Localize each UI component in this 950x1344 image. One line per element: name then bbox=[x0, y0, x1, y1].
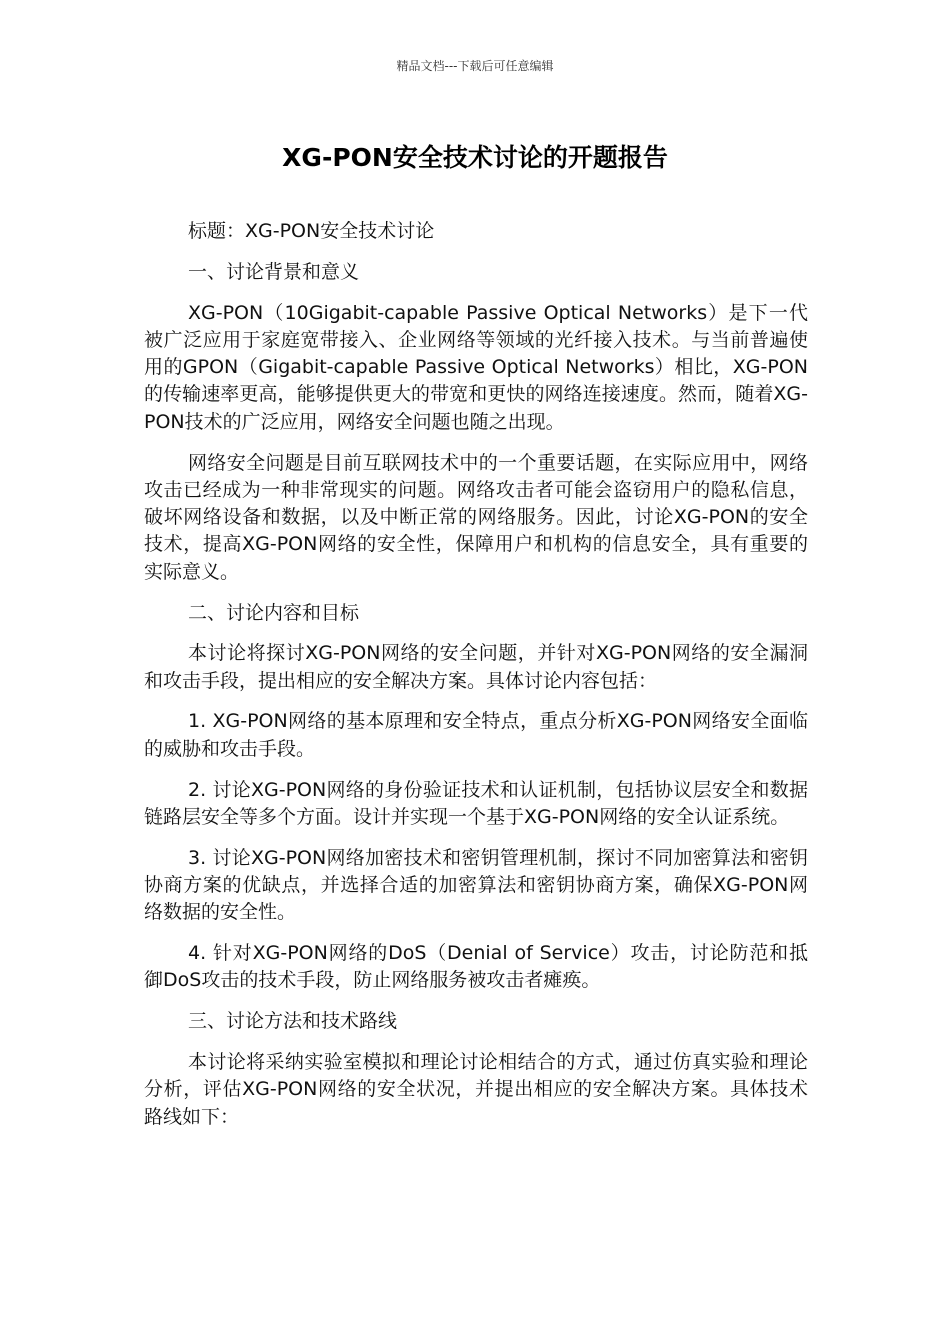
paragraph: XG-PON（10Gigabit-capable Passive Optical Networks）是下一代被广泛应用于家庭宽带接入、企业网络等领域的光纤接入技术。与当前普遍使用的GPON（Gigabit-capable Passive Optical Networks）相比，XG-PON的传输速率更高，能够提供更大的带宽和更快的网络连接速度。然而，随着XG-PON技术的广泛应用，网络安全问题也随之出现。 bbox=[144, 301, 808, 433]
section-heading-background: 一、讨论背景和意义 bbox=[188, 260, 360, 283]
paragraph: 网络安全问题是目前互联网技术中的一个重要话题，在实际应用中，网络攻击已经成为一种非常现实的问题。网络攻击者可能会盗窃用户的隐私信息，破坏网络设备和数据，以及中断正常的网络服务。因此，讨论XG-PON的安全技术，提高XG-PON网络的安全性，保障用户和机构的信息安全，具有重要的实际意义。 bbox=[144, 451, 808, 583]
list-item: 2. 讨论XG-PON网络的身份验证技术和认证机制，包括协议层安全和数据链路层安全等多个方面。设计并实现一个基于XG-PON网络的安全认证系统。 bbox=[144, 778, 808, 828]
header-note: 精品文档---下载后可任意编辑 bbox=[396, 59, 554, 73]
document-title: XG-PON安全技术讨论的开题报告 bbox=[282, 143, 668, 172]
paragraph: 本讨论将采纳实验室模拟和理论讨论相结合的方式，通过仿真实验和理论分析，评估XG-PON网络的安全状况，并提出相应的安全解决方案。具体技术路线如下： bbox=[144, 1050, 808, 1128]
section-heading-method: 三、讨论方法和技术路线 bbox=[188, 1010, 398, 1033]
subject-line: 标题：XG-PON安全技术讨论 bbox=[188, 220, 435, 242]
document-body bbox=[144, 218, 808, 1144]
section-heading-content: 二、讨论内容和目标 bbox=[188, 601, 360, 624]
list-item: 1. XG-PON网络的基本原理和安全特点，重点分析XG-PON网络安全面临的威胁和攻击手段。 bbox=[144, 710, 808, 760]
list-item: 4. 针对XG-PON网络的DoS（Denial of Service）攻击，讨论防范和抵御DoS攻击的技术手段，防止网络服务被攻击者瘫痪。 bbox=[144, 942, 808, 992]
list-item: 3. 讨论XG-PON网络加密技术和密钥管理机制，探讨不同加密算法和密钥协商方案的优缺点，并选择合适的加密算法和密钥协商方案，确保XG-PON网络数据的安全性。 bbox=[144, 846, 808, 924]
paragraph: 本讨论将探讨XG-PON网络的安全问题，并针对XG-PON网络的安全漏洞和攻击手段，提出相应的安全解决方案。具体讨论内容包括： bbox=[144, 642, 808, 692]
